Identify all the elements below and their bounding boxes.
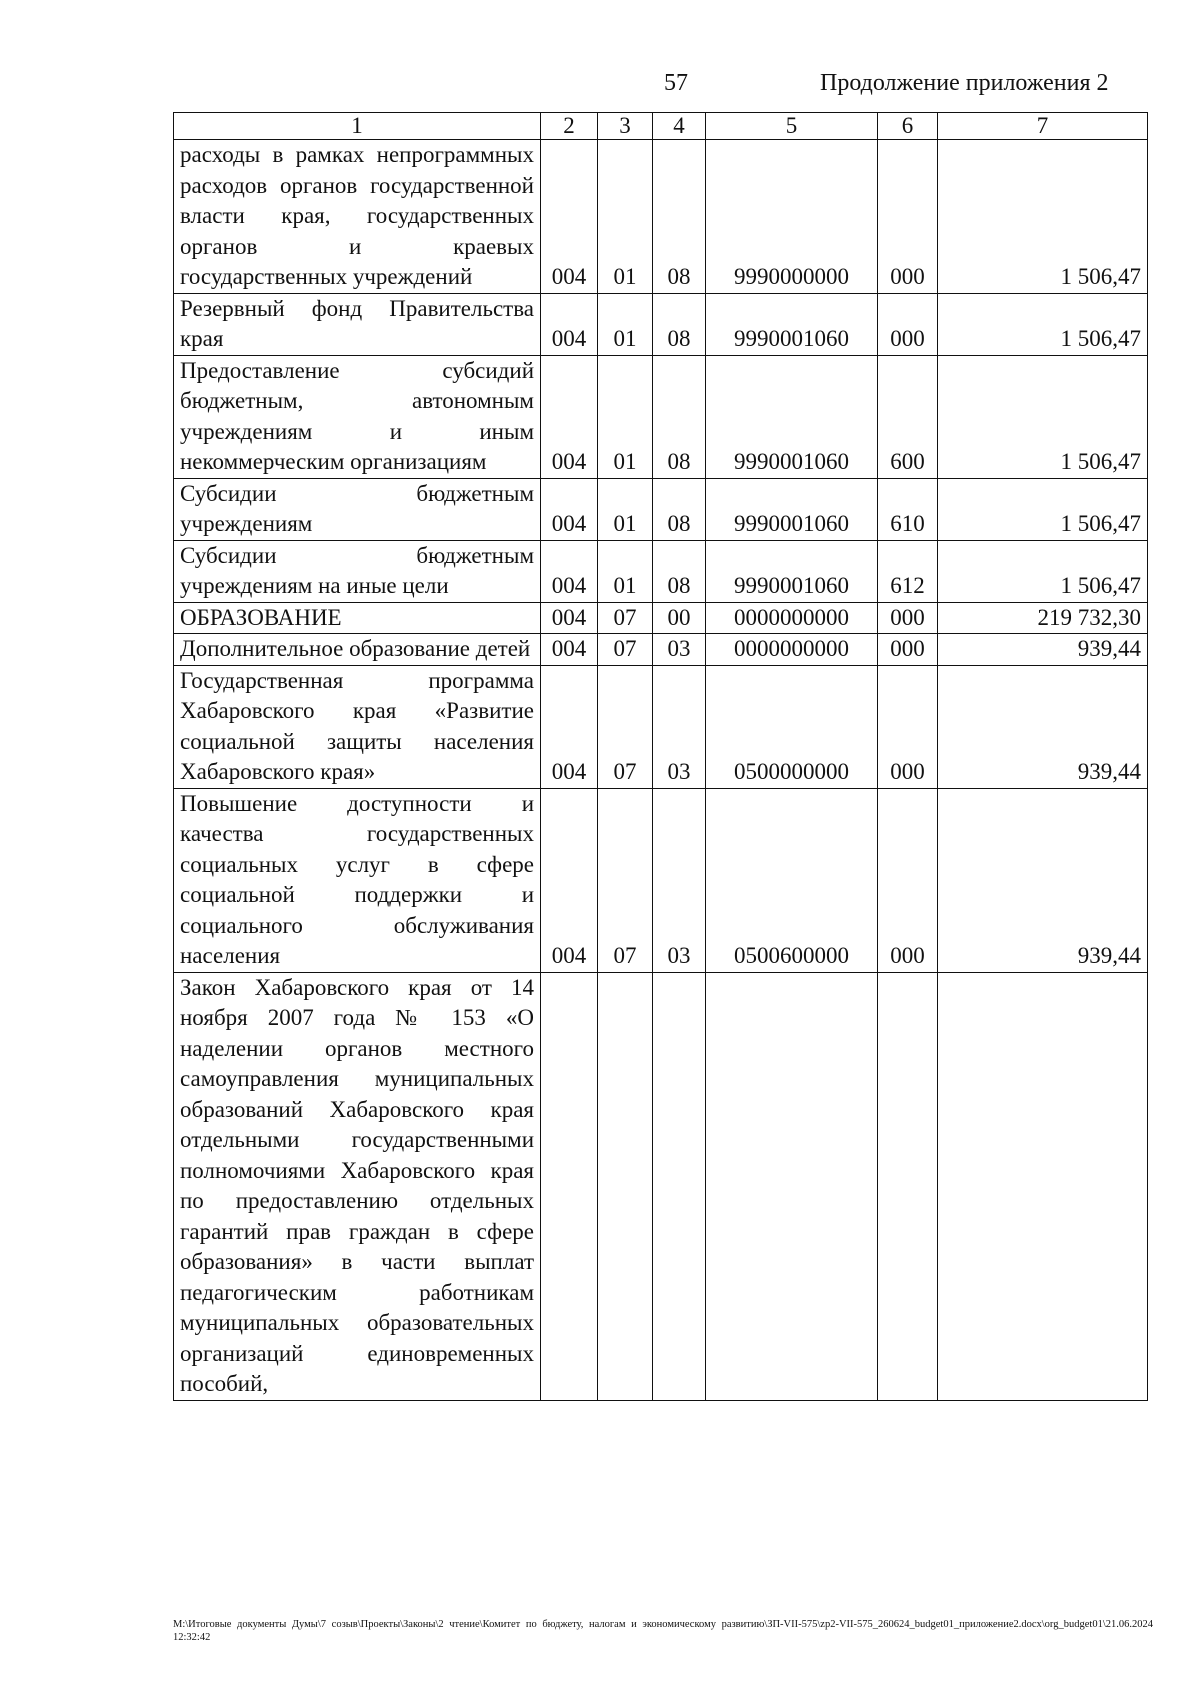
row-code-3 xyxy=(598,972,653,1400)
row-code-6: 610 xyxy=(878,478,938,540)
row-code-2: 004 xyxy=(541,478,598,540)
row-code-6: 000 xyxy=(878,788,938,972)
row-code-6: 000 xyxy=(878,665,938,788)
footer-file-path: M:\Итоговые документы Думы\7 созыв\Проекты\Законы\2 чтение\Комитет по бюджету, налогам и экономическому развитию\ЗП-VII-575\zp2-VII-575_260624_budget01_приложение2.docx\org_budget01\21.06.2024 12:32:42 xyxy=(173,1619,1153,1643)
row-code-5: 0500000000 xyxy=(706,665,878,788)
row-code-4: 08 xyxy=(653,293,706,355)
row-code-5: 9990001060 xyxy=(706,355,878,478)
row-code-4: 03 xyxy=(653,634,706,666)
row-code-5: 9990000000 xyxy=(706,140,878,294)
row-code-5: 0000000000 xyxy=(706,602,878,634)
table-row xyxy=(174,293,1148,355)
row-amount: 939,44 xyxy=(938,788,1148,972)
row-code-5: 0000000000 xyxy=(706,634,878,666)
row-name: Дополнительное образование детей xyxy=(174,634,541,666)
appendix-title: Продолжение приложения 2 xyxy=(820,70,1109,96)
table-row xyxy=(174,478,1148,540)
row-code-4: 03 xyxy=(653,788,706,972)
row-code-6: 000 xyxy=(878,140,938,294)
row-code-5: 9990001060 xyxy=(706,540,878,602)
row-code-4: 08 xyxy=(653,540,706,602)
row-name: Субсидии бюджетным учреждениям на иные цели xyxy=(174,540,541,602)
row-code-5: 0500600000 xyxy=(706,788,878,972)
table-row xyxy=(174,788,1148,972)
row-code-4: 00 xyxy=(653,602,706,634)
table-row xyxy=(174,634,1148,666)
column-header-2: 2 xyxy=(541,113,598,140)
column-header-5: 5 xyxy=(706,113,878,140)
row-name: расходы в рамках непрограммных расходов органов государственной власти края, государственных органов и краевых государственных учреждений xyxy=(174,140,541,294)
row-code-3: 07 xyxy=(598,665,653,788)
row-name: Предоставление субсидий бюджетным, автономным учреждениям и иным некоммерческим организациям xyxy=(174,355,541,478)
budget-table xyxy=(173,112,1148,1401)
row-name: Закон Хабаровского края от 14 ноября 2007 года № 153 «О наделении органов местного самоуправления муниципальных образований Хабаровского края отдельными государственными полномочиями Хабаровского края по предоставлению отдельных гарантий прав граждан в сфере образования» в части выплат педагогическим работникам муниципальных образовательных организаций единовременных пособий, xyxy=(174,972,541,1400)
row-code-6: 000 xyxy=(878,293,938,355)
row-name: Субсидии бюджетным учреждениям xyxy=(174,478,541,540)
row-amount: 219 732,30 xyxy=(938,602,1148,634)
row-code-4: 08 xyxy=(653,140,706,294)
row-amount: 1 506,47 xyxy=(938,140,1148,294)
row-code-6: 000 xyxy=(878,634,938,666)
row-code-2: 004 xyxy=(541,788,598,972)
row-code-5: 9990001060 xyxy=(706,293,878,355)
row-code-4: 08 xyxy=(653,478,706,540)
row-code-3: 01 xyxy=(598,293,653,355)
row-code-2: 004 xyxy=(541,540,598,602)
column-header-4: 4 xyxy=(653,113,706,140)
row-code-6: 000 xyxy=(878,602,938,634)
table-row xyxy=(174,665,1148,788)
row-code-2 xyxy=(541,972,598,1400)
row-code-2: 004 xyxy=(541,634,598,666)
row-amount: 939,44 xyxy=(938,634,1148,666)
row-code-2: 004 xyxy=(541,140,598,294)
row-code-6 xyxy=(878,972,938,1400)
row-code-2: 004 xyxy=(541,665,598,788)
row-code-3: 01 xyxy=(598,355,653,478)
row-code-3: 01 xyxy=(598,140,653,294)
table-row xyxy=(174,972,1148,1400)
row-code-5: 9990001060 xyxy=(706,478,878,540)
row-code-2: 004 xyxy=(541,602,598,634)
row-code-2: 004 xyxy=(541,355,598,478)
row-code-6: 612 xyxy=(878,540,938,602)
row-code-3: 07 xyxy=(598,634,653,666)
table-row xyxy=(174,140,1148,294)
row-amount xyxy=(938,972,1148,1400)
table-row xyxy=(174,540,1148,602)
row-name: Повышение доступности и качества государственных социальных услуг в сфере социальной поддержки и социального обслуживания населения xyxy=(174,788,541,972)
column-header-3: 3 xyxy=(598,113,653,140)
column-header-1: 1 xyxy=(174,113,541,140)
page-number: 57 xyxy=(664,70,688,96)
column-header-6: 6 xyxy=(878,113,938,140)
row-code-6: 600 xyxy=(878,355,938,478)
row-code-3: 01 xyxy=(598,540,653,602)
table-row xyxy=(174,355,1148,478)
table-header-row xyxy=(174,113,1148,140)
row-amount: 1 506,47 xyxy=(938,355,1148,478)
row-code-2: 004 xyxy=(541,293,598,355)
row-code-4 xyxy=(653,972,706,1400)
row-amount: 1 506,47 xyxy=(938,478,1148,540)
row-code-3: 01 xyxy=(598,478,653,540)
table-row xyxy=(174,602,1148,634)
row-code-4: 08 xyxy=(653,355,706,478)
row-code-4: 03 xyxy=(653,665,706,788)
row-amount: 939,44 xyxy=(938,665,1148,788)
row-name: Государственная программа Хабаровского края «Развитие социальной защиты населения Хабаровского края» xyxy=(174,665,541,788)
row-name: ОБРАЗОВАНИЕ xyxy=(174,602,541,634)
row-code-3: 07 xyxy=(598,602,653,634)
row-amount: 1 506,47 xyxy=(938,293,1148,355)
row-name: Резервный фонд Правительства края xyxy=(174,293,541,355)
row-code-3: 07 xyxy=(598,788,653,972)
row-code-5 xyxy=(706,972,878,1400)
column-header-7: 7 xyxy=(938,113,1148,140)
row-amount: 1 506,47 xyxy=(938,540,1148,602)
